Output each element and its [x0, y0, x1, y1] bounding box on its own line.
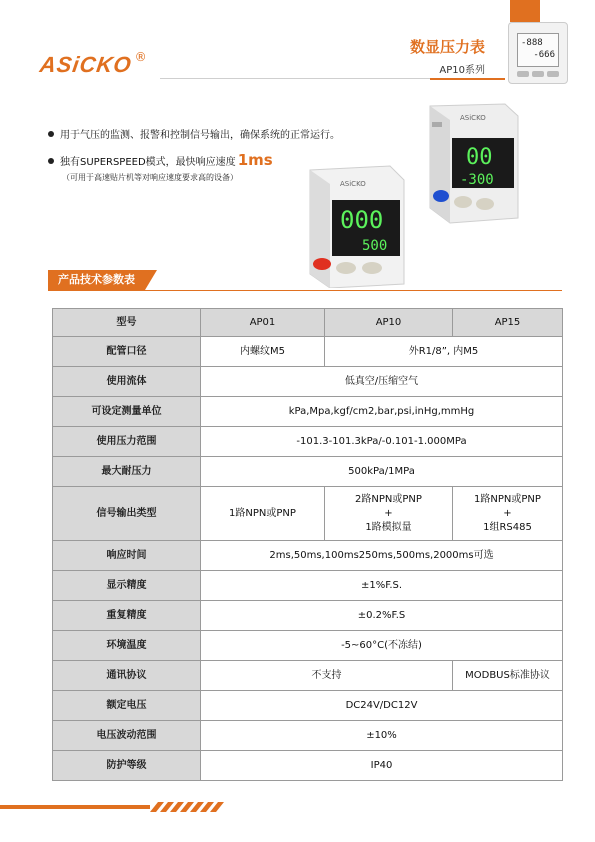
cell: MODBUS标准协议 [453, 661, 563, 691]
cell: ±10% [201, 721, 563, 751]
device-thumbnail-buttons [517, 71, 559, 77]
page-title: 数显压力表 [409, 38, 485, 56]
section-title: 产品技术参数表 [48, 270, 145, 290]
table-row [53, 751, 563, 781]
row-label: 信号输出类型 [53, 487, 201, 541]
cell: IP40 [201, 751, 563, 781]
table-row [53, 541, 563, 571]
cell: 1路NPN或PNP + 1组RS485 [453, 487, 563, 541]
row-label: 配管口径 [53, 337, 201, 367]
cell: 500kPa/1MPa [201, 457, 563, 487]
svg-text:ASiCKO: ASiCKO [460, 114, 486, 122]
section-heading-tab [145, 270, 157, 290]
table-row [53, 337, 563, 367]
table-row [53, 601, 563, 631]
model-ap15: AP15 [453, 309, 563, 337]
table-row [53, 631, 563, 661]
cell: 1路NPN或PNP [201, 487, 325, 541]
header-divider-accent [430, 78, 505, 80]
brand-logo [40, 52, 147, 78]
cell: kPa,Mpa,kgf/cm2,bar,psi,inHg,mmHg [201, 397, 563, 427]
table-row [53, 427, 563, 457]
table-row [53, 367, 563, 397]
table-header-row [53, 309, 563, 337]
cell: ±0.2%F.S [201, 601, 563, 631]
svg-text:ASiCKO: ASiCKO [340, 180, 366, 188]
cell: 外R1/8”, 内M5 [325, 337, 563, 367]
device-thumbnail [508, 22, 568, 84]
device-thumbnail-screen [517, 33, 559, 67]
row-label: 重复精度 [53, 601, 201, 631]
model-ap01: AP01 [201, 309, 325, 337]
bullet-dot-icon [48, 131, 54, 137]
row-label: 最大耐压力 [53, 457, 201, 487]
spec-table [52, 308, 563, 781]
section-heading [48, 270, 157, 290]
header-title-block [410, 36, 485, 76]
row-label: 响应时间 [53, 541, 201, 571]
row-label: 使用压力范围 [53, 427, 201, 457]
cell: DC24V/DC12V [201, 691, 563, 721]
footer-stripes [0, 800, 230, 814]
front-display-top: 000 [340, 206, 384, 234]
feature-highlight: 1ms [237, 151, 273, 169]
table-row [53, 487, 563, 541]
row-label: 可设定测量单位 [53, 397, 201, 427]
row-label: 使用流体 [53, 367, 201, 397]
cell: ±1%F.S. [201, 571, 563, 601]
logo-text: ASiCKO [38, 52, 134, 77]
thumb-line-2: -666 [533, 50, 555, 60]
section-underline [48, 290, 562, 291]
row-label: 通讯协议 [53, 661, 201, 691]
table-row [53, 457, 563, 487]
feature-text: 独有SUPERSPEED模式，最快响应速度 [60, 157, 236, 168]
front-device [310, 166, 404, 288]
thumb-line-1: -888 [521, 38, 543, 48]
row-label: 环境温度 [53, 631, 201, 661]
cell: 2路NPN或PNP + 1路模拟量 [325, 487, 453, 541]
registered-mark: ® [134, 50, 147, 64]
back-display-top: 00 [466, 145, 493, 170]
model-header-label: 型号 [53, 309, 201, 337]
row-label: 防护等级 [53, 751, 201, 781]
feature-text: 用于气压的监测、报警和控制信号输出，确保系统的正常运行。 [60, 130, 340, 141]
cell: -5~60°C(不冻结) [201, 631, 563, 661]
cell: 2ms,50ms,100ms250ms,500ms,2000ms可选 [201, 541, 563, 571]
back-device [430, 104, 518, 223]
row-label: 显示精度 [53, 571, 201, 601]
table-row [53, 691, 563, 721]
front-display-bottom: 500 [362, 238, 388, 254]
feature-note: （可用于高速贴片机等对响应速度要求高的设备） [62, 173, 238, 182]
cell: -101.3-101.3kPa/-0.101-1.000MPa [201, 427, 563, 457]
corner-accent [510, 0, 540, 22]
model-ap10: AP10 [325, 309, 453, 337]
cell: 低真空/压缩空气 [201, 367, 563, 397]
table-row [53, 721, 563, 751]
cell: 内螺纹M5 [201, 337, 325, 367]
product-photo [300, 98, 530, 288]
series-label: AP10系列 [439, 65, 485, 76]
table-row [53, 397, 563, 427]
row-label: 电压波动范围 [53, 721, 201, 751]
cell: 不支持 [201, 661, 453, 691]
bullet-dot-icon [48, 158, 54, 164]
table-row [53, 571, 563, 601]
table-row [53, 661, 563, 691]
back-display-bottom: -300 [460, 172, 494, 188]
row-label: 额定电压 [53, 691, 201, 721]
